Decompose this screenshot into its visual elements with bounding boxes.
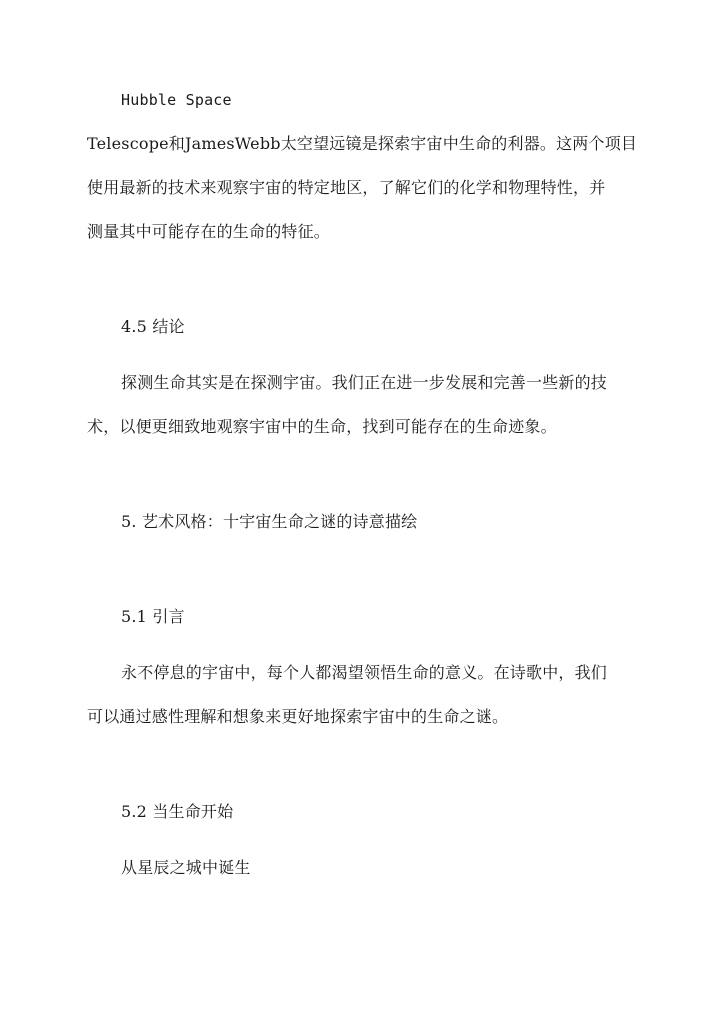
section-heading: 5. 艺术风格：十宇宙生命之谜的诗意描绘: [121, 512, 418, 531]
section-heading: 5.1 引言: [121, 607, 185, 626]
paragraph-line: 测量其中可能存在的生命的特征。: [87, 222, 331, 241]
paragraph-line: Telescope和JamesWebb太空望远镜是探索宇宙中生命的利器。这两个项目: [87, 134, 638, 153]
paragraph-line: 术，以便更细致地观察宇宙中的生命，找到可能存在的生命迹象。: [87, 417, 557, 436]
paragraph-line: 使用最新的技术来观察宇宙的特定地区，了解它们的化学和物理特性，并: [87, 178, 606, 197]
paragraph-line: 可以通过感性理解和想象来更好地探索宇宙中的生命之谜。: [87, 707, 509, 726]
paragraph-line: 探测生命其实是在探测宇宙。我们正在进一步发展和完善一些新的技: [121, 373, 608, 392]
paragraph-line: 永不停息的宇宙中，每个人都渴望领悟生命的意义。在诗歌中，我们: [121, 663, 608, 682]
section-heading: 4.5 结论: [121, 317, 185, 336]
paragraph-line: Hubble Space: [121, 91, 232, 109]
paragraph-line: 从星辰之城中诞生: [121, 858, 251, 877]
section-heading: 5.2 当生命开始: [121, 802, 234, 821]
